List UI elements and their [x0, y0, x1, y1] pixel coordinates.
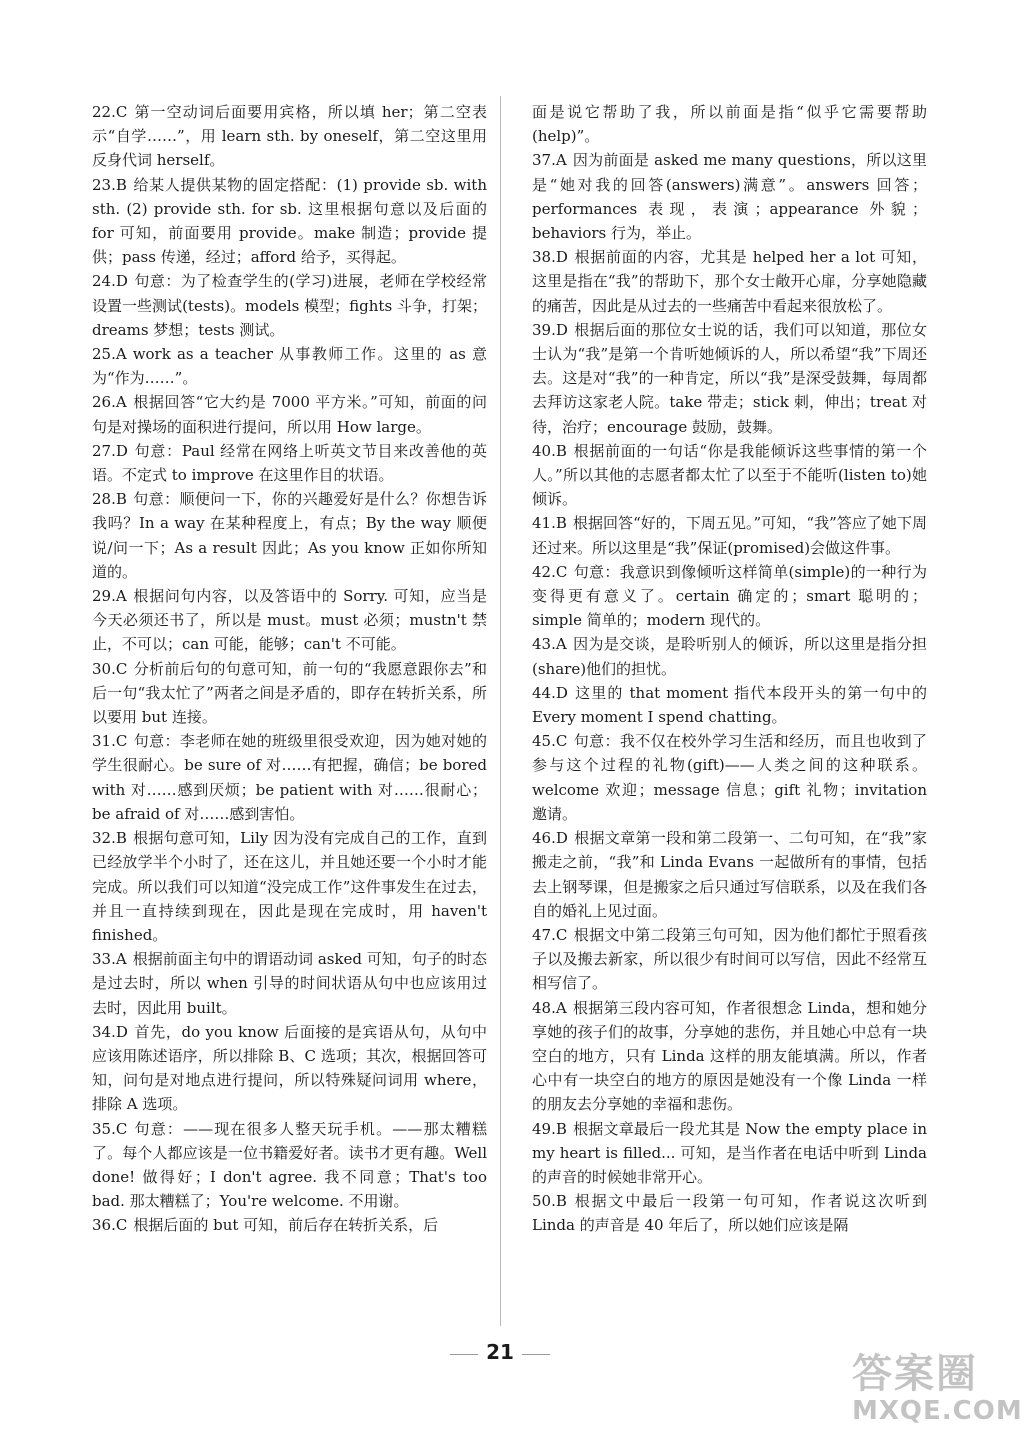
answer-explanation: 根据文中第二段第三句可知，因为他们都忙于照看孩子以及搬去新家，所以很少有时间可以写信，因此不经常互相写信了。 [532, 925, 927, 993]
answer-entry [532, 632, 927, 680]
answer-explanation: 第一空动词后面要用宾格，所以填 her；第二空表示“自学……”，用 learn sth. by oneself，第二空这里用反身代词 herself。 [92, 103, 487, 170]
answer-explanation: work as a teacher 从事教师工作。这里的 as 意为“作为……”。 [92, 345, 487, 388]
left-column [92, 100, 487, 1238]
answer-number: 48.A [532, 998, 567, 1017]
answer-explanation: 根据后面的那位女士说的话，我们可以知道，那位女士认为“我”是第一个肯听她倾诉的人，所以希望“我”下周还去。这是对“我”的一种肯定，所以“我”是深受鼓舞，每周都去拜访这家老人院。take 带走；stick 刺，伸出；treat 对待，治疗；encourage 鼓励，鼓舞。 [532, 320, 927, 436]
answer-entry [92, 947, 487, 1020]
answer-explanation: 句意：我不仅在校外学习生活和经历，而且也收到了参与这个过程的礼物(gift)——人类之间的这种联系。welcome 欢迎；message 信息；gift 礼物；invitation 邀请。 [532, 732, 927, 823]
answer-entry [92, 487, 487, 584]
answer-entry [532, 439, 927, 512]
answer-number: 37.A [532, 151, 567, 170]
answer-number: 49.B [532, 1119, 567, 1138]
answer-number: 43.A [532, 635, 567, 654]
answer-number: 29.A [92, 587, 127, 606]
answer-number: 27.D [92, 441, 128, 460]
answer-entry [92, 1020, 487, 1117]
answer-entry [532, 560, 927, 633]
watermark-bottom: MXQE.COM [852, 1396, 1023, 1426]
answer-explanation: 根据前面的内容，尤其是 helped her a lot 可知，这里是指在“我”的帮助下，那个女士敞开心扉，分享她隐藏的痛苦，因此是从过去的一些痛苦中看起来很放松了。 [532, 248, 927, 315]
answer-entry [92, 1213, 487, 1237]
answer-entry [92, 826, 487, 947]
answer-number: 32.B [92, 829, 127, 848]
answer-number: 26.A [92, 393, 127, 412]
answer-explanation: 句意：——现在很多人整天玩手机。——那太糟糕了。每个人都应该是一位书籍爱好者。读书才更有趣。Well done! 做得好；I don't agree. 我不同意；That's too bad. 那太糟糕了；You're welcome. 不用谢。 [92, 1119, 487, 1211]
answer-number: 38.D [532, 248, 568, 267]
answer-explanation: 句意：Paul 经常在网络上听英文节目来改善他的英语。不定式 to improve 在这里作目的状语。 [92, 441, 487, 485]
answer-entry [92, 1117, 487, 1214]
answer-number: 24.D [92, 272, 128, 291]
answer-explanation: 根据文章第一段和第二段第一、二句可知，在“我”家搬走之前，“我”和 Linda Evans 一起做所有的事情，包括去上钢琴课，但是搬家之后只通过写信联系，以及在我们各自的婚礼上见过面。 [532, 829, 927, 920]
answer-entry [532, 1189, 927, 1237]
answer-entry [532, 1117, 927, 1190]
answer-explanation: 句意：我意识到像倾听这样简单(simple)的一种行为变得更有意义了。certain 确定的；smart 聪明的；simple 简单的；modern 现代的。 [532, 562, 927, 630]
footer-rule-right [522, 1354, 550, 1355]
answer-explanation: 分析前后句的句意可知，前一句的“我愿意跟你去”和后一句“我太忙了”两者之间是矛盾的，即存在转折关系，所以要用 but 连接。 [92, 659, 487, 727]
answer-number: 34.D [92, 1022, 128, 1041]
column-divider [500, 96, 501, 1326]
answer-explanation: 根据问句内容，以及答语中的 Sorry. 可知，应当是今天必须还书了，所以是 must。must 必须；mustn't 禁止，不可以；can 可能，能够；can't 不可能。 [92, 587, 487, 654]
answer-explanation: 根据回答“好的，下周五见。”可知，“我”答应了她下周还过来。所以这里是“我”保证(promised)会做这件事。 [532, 514, 927, 557]
answer-explanation: 句意：顺便问一下，你的兴趣爱好是什么？你想告诉我吗？In a way 在某种程度上，有点；By the way 顺便说/问一下；As a result 因此；As you know 正如你所知道的。 [92, 490, 487, 581]
answer-explanation: 根据前面主句中的谓语动词 asked 可知，句子的时态是过去时，所以 when 引导的时间状语从句中也应该用过去时，因此用 built。 [92, 950, 487, 1017]
answer-entry [92, 173, 487, 270]
answer-explanation: 根据文中最后一段第一句可知，作者说这次听到 Linda 的声音是 40 年后了，所以她们应该是隔 [532, 1192, 927, 1235]
answer-entry [92, 342, 487, 390]
answer-explanation: 首先，do you know 后面接的是宾语从句，从句中应该用陈述语序，所以排除 B、C 选项；其次，根据回答可知，问句是对地点进行提问，所以特殊疑问词用 where，排除 A 选项。 [92, 1022, 487, 1114]
answer-entry [92, 269, 487, 342]
answer-explanation: 句意：为了检查学生的(学习)进展，老师在学校经常设置一些测试(tests)。models 模型；fights 斗争，打架；dreams 梦想；tests 测试。 [92, 272, 487, 339]
answer-entry [532, 318, 927, 439]
answer-number: 47.C [532, 925, 568, 944]
answer-number: 28.B [92, 490, 127, 509]
answer-number: 35.C [92, 1119, 128, 1138]
answer-entry [532, 681, 927, 729]
answer-number: 42.C [532, 562, 568, 581]
answer-entry [532, 511, 927, 559]
answer-number: 44.D [532, 683, 568, 702]
answer-number: 23.B [92, 175, 127, 194]
answer-number: 33.A [92, 950, 127, 969]
answer-entry [532, 245, 927, 318]
page-footer [0, 1340, 1000, 1364]
answer-number: 36.C [92, 1216, 128, 1235]
answer-number: 39.D [532, 320, 568, 339]
answer-explanation: 因为前面是 asked me many questions，所以这里是“她对我的回答(answers)满意”。answers 回答；performances 表现，表演；appearance 外貌；behaviors 行为，举止。 [532, 151, 927, 243]
right-column [532, 100, 927, 1238]
answer-explanation: 因为是交谈，是聆听别人的倾诉，所以这里是指分担(share)他们的担忧。 [532, 635, 927, 678]
answer-explanation: 这里的 that moment 指代本段开头的第一句中的 Every moment I spend chatting。 [532, 683, 927, 727]
answer-number: 30.C [92, 659, 128, 678]
answer-explanation: 句意：李老师在她的班级里很受欢迎，因为她对她的学生很耐心。be sure of 对……有把握，确信；be bored with 对……感到厌烦；be patient with 对……很耐心；be afraid of 对……感到害怕。 [92, 732, 487, 823]
answer-number: 22.C [92, 103, 128, 121]
answer-number: 45.C [532, 732, 568, 751]
answer-entry [532, 923, 927, 996]
answer-number: 41.B [532, 514, 567, 533]
answer-entry [532, 729, 927, 826]
answer-entry [92, 584, 487, 657]
answer-number: 40.B [532, 441, 567, 460]
answer-entry [92, 439, 487, 487]
answer-number: 46.D [532, 829, 568, 848]
answer-number: 25.A [92, 345, 127, 364]
watermark-logo [852, 1351, 1023, 1442]
page-number: 21 [486, 1340, 514, 1364]
footer-rule-left [450, 1354, 478, 1355]
answer-entry [532, 148, 927, 245]
answer-explanation: 给某人提供某物的固定搭配：(1) provide sb. with sth. (2) provide sth. for sb. 这里根据句意以及后面的 for 可知，前面要用 provide。make 制造；provide 提供；pass 传递，经过；afford 给予，买得起。 [92, 175, 487, 267]
answer-entry [532, 996, 927, 1117]
answer-entry [92, 657, 487, 730]
answer-entry [92, 390, 487, 438]
answer-explanation: 根据前面的一句话“你是我能倾诉这些事情的第一个人。”所以其他的志愿者都太忙了以至于不能听(listen to)她倾诉。 [532, 441, 927, 509]
answer-explanation: 根据后面的 but 可知，前后存在转折关系，后 [133, 1216, 439, 1235]
answer-explanation: 根据回答“它大约是 7000 平方米。”可知，前面的问句是对操场的面积进行提问，所以用 How large。 [92, 393, 487, 436]
answer-entry [532, 826, 927, 923]
answer-explanation: 根据第三段内容可知，作者很想念 Linda，想和她分享她的孩子们的故事，分享她的悲伤，并且她心中总有一块空白的地方，只有 Linda 这样的朋友能填满。所以，作者心中有一块空白的地方的原因是她没有一个像 Linda 一样的朋友去分享她的幸福和悲伤。 [532, 998, 927, 1114]
answer-entry [92, 729, 487, 826]
watermark-top: 答案圈 [852, 1351, 978, 1397]
answer-entry [532, 100, 927, 148]
answer-number: 50.B [532, 1192, 567, 1211]
answer-explanation: 根据句意可知，Lily 因为没有完成自己的工作，直到已经放学半个小时了，还在这儿，并且她还要一个小时才能完成。所以我们可以知道“没完成工作”这件事发生在过去，并且一直持续到现在，因此是现在完成时，用 haven't finished。 [92, 829, 487, 944]
answer-number: 31.C [92, 732, 128, 751]
answer-explanation: 根据文章最后一段尤其是 Now the empty place in my heart is filled... 可知，是当作者在电话中听到 Linda 的声音的时候她非常开心。 [532, 1119, 927, 1186]
answer-entry [92, 100, 487, 173]
answer-explanation: 面是说它帮助了我，所以前面是指“似乎它需要帮助(help)”。 [532, 103, 927, 146]
